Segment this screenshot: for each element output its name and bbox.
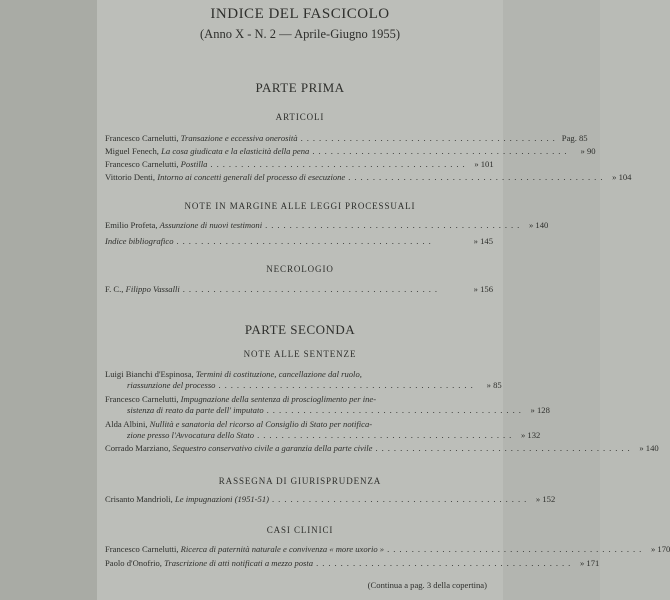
- entry-title: Termini di costituzione, cancellazione dal ruolo,: [195, 369, 362, 379]
- entry-page: » 101: [474, 159, 494, 169]
- toc-entry: Emilio Profeta, Assunzione di nuovi testimoni .......................................... » 140: [105, 220, 549, 230]
- entry-page: » 85: [486, 380, 502, 390]
- entry-page: » 145: [473, 236, 493, 246]
- entry-author: Paolo d'Onofrio,: [105, 558, 162, 568]
- background-right: [503, 0, 600, 600]
- entry-title: Filippo Vassalli: [125, 284, 180, 294]
- entry-title: Trascrizione di atti notificati a mezzo posta: [164, 558, 314, 568]
- section-note-margine: NOTE IN MARGINE ALLE LEGGI PROCESSUALI: [184, 201, 416, 211]
- entry-author: F. C.,: [105, 284, 124, 294]
- toc-entry: Vittorio Denti, Intorno ai concetti generali del processo di esecuzione .......................................... » 104: [105, 172, 632, 182]
- entry-author: Francesco Carnelutti,: [105, 133, 179, 143]
- part-two-title: PARTE SECONDA: [244, 322, 356, 337]
- toc-entry: Indice bibliografico .......................................... » 145: [105, 236, 493, 246]
- toc-entry: Paolo d'Onofrio, Trascrizione di atti notificati a mezzo posta .......................................... » 171: [105, 558, 600, 568]
- entry-author: Francesco Carnelutti,: [105, 394, 179, 404]
- entry-author: Crisanto Mandrioli,: [105, 494, 173, 504]
- section-articoli: ARTICOLI: [275, 112, 325, 122]
- entry-page: » 152: [535, 494, 556, 504]
- toc-entry: Francesco Carnelutti, Postilla .......................................... » 101: [105, 159, 494, 169]
- entry-author: Alda Albini,: [105, 419, 148, 429]
- entry-author: Vittorio Denti,: [105, 172, 156, 182]
- index-page: [97, 0, 670, 600]
- entry-author: Emilio Profeta,: [105, 220, 158, 230]
- entry-title-cont: zione presso l'Avvocatura dello Stato: [127, 430, 255, 440]
- entry-page: Pag. 85: [561, 133, 588, 143]
- entry-title: Indice bibliografico: [105, 236, 174, 246]
- entry-page: » 140: [528, 220, 549, 230]
- entry-page: » 104: [612, 172, 632, 182]
- entry-page: » 170: [650, 544, 670, 554]
- entry-author: Miguel Fenech,: [105, 146, 159, 156]
- entry-title: Le impugnazioni (1951-51): [174, 494, 270, 504]
- entry-page: » 132: [520, 430, 541, 440]
- entry-title: Transazione e eccessiva onerosità: [180, 133, 298, 143]
- issue-subtitle: (Anno X - N. 2 — Aprile-Giugno 1955): [200, 27, 400, 41]
- toc-entry: Corrado Marziano, Sequestro conservativo civile a garanzia della parte civile .......................................... » 140: [105, 443, 659, 453]
- entry-author: Francesco Carnelutti,: [105, 544, 179, 554]
- entry-title: Ricerca di paternità naturale e convivenza « more uxorio »: [180, 544, 385, 554]
- toc-entry: Miguel Fenech, La cosa giudicata e la elasticità della pena .......................................... » 90: [105, 146, 596, 156]
- toc-entry: Crisanto Mandrioli, Le impugnazioni (1951-51) .......................................... » 152: [105, 494, 556, 504]
- toc-entry: Francesco Carnelutti, Ricerca di paternità naturale e convivenza « more uxorio » .......................................... » 170: [105, 544, 670, 554]
- entry-page: » 128: [530, 405, 550, 415]
- part-one-title: PARTE PRIMA: [255, 80, 345, 95]
- toc-entry: Alda Albini, Nullità e sanatoria del ricorso al Consiglio di Stato per notifica- zione presso l'Avvocatura dello Stato .......................................... » 132: [105, 419, 541, 440]
- toc-entry: Francesco Carnelutti, Impugnazione della sentenza di proscioglimento per ine- sistenza di reato da parte dell' imputato .......................................... » 128: [105, 394, 550, 415]
- entry-title: Nullità e sanatoria del ricorso al Consiglio di Stato per notifica-: [149, 419, 373, 429]
- entry-title: Intorno ai concetti generali del processo di esecuzione: [157, 172, 346, 182]
- toc-entry: Luigi Bianchi d'Espinosa, Termini di costituzione, cancellazione dal ruolo, riassunzione del processo .......................................... » 85: [105, 369, 502, 390]
- section-rassegna: RASSEGNA DI GIURISPRUDENZA: [218, 476, 382, 486]
- entry-title: Assunzione di nuovi testimoni: [159, 220, 263, 230]
- entry-title: Sequestro conservativo civile a garanzia della parte civile: [172, 443, 373, 453]
- section-casi-clinici: CASI CLINICI: [266, 525, 334, 535]
- entry-title-cont: riassunzione del processo: [127, 380, 216, 390]
- entry-title-cont: sistenza di reato da parte dell' imputato: [127, 405, 264, 415]
- entry-title: Postilla: [180, 159, 208, 169]
- entry-page: » 140: [639, 443, 659, 453]
- entry-author: Francesco Carnelutti,: [105, 159, 179, 169]
- section-necrologio: NECROLOGIO: [266, 264, 334, 274]
- entry-title: La cosa giudicata e la elasticità della pena: [161, 146, 310, 156]
- toc-entry: Francesco Carnelutti, Transazione e eccessiva onerosità .......................................... Pag. 85: [105, 133, 588, 143]
- section-note-sentenze: NOTE ALLE SENTENZE: [243, 349, 357, 359]
- entry-page: » 90: [580, 146, 596, 156]
- entry-author: Luigi Bianchi d'Espinosa,: [105, 369, 194, 379]
- entry-page: » 156: [473, 284, 493, 294]
- entry-title: Impugnazione della sentenza di proscioglimento per ine-: [180, 394, 377, 404]
- toc-entry: F. C., Filippo Vassalli .......................................... » 156: [105, 284, 493, 294]
- background-left: [0, 0, 97, 600]
- entry-author: Corrado Marziano,: [105, 443, 171, 453]
- page-title: INDICE DEL FASCICOLO: [210, 6, 390, 22]
- entry-page: » 171: [579, 558, 600, 568]
- continuation-note: (Continua a pag. 3 della copertina): [367, 580, 487, 590]
